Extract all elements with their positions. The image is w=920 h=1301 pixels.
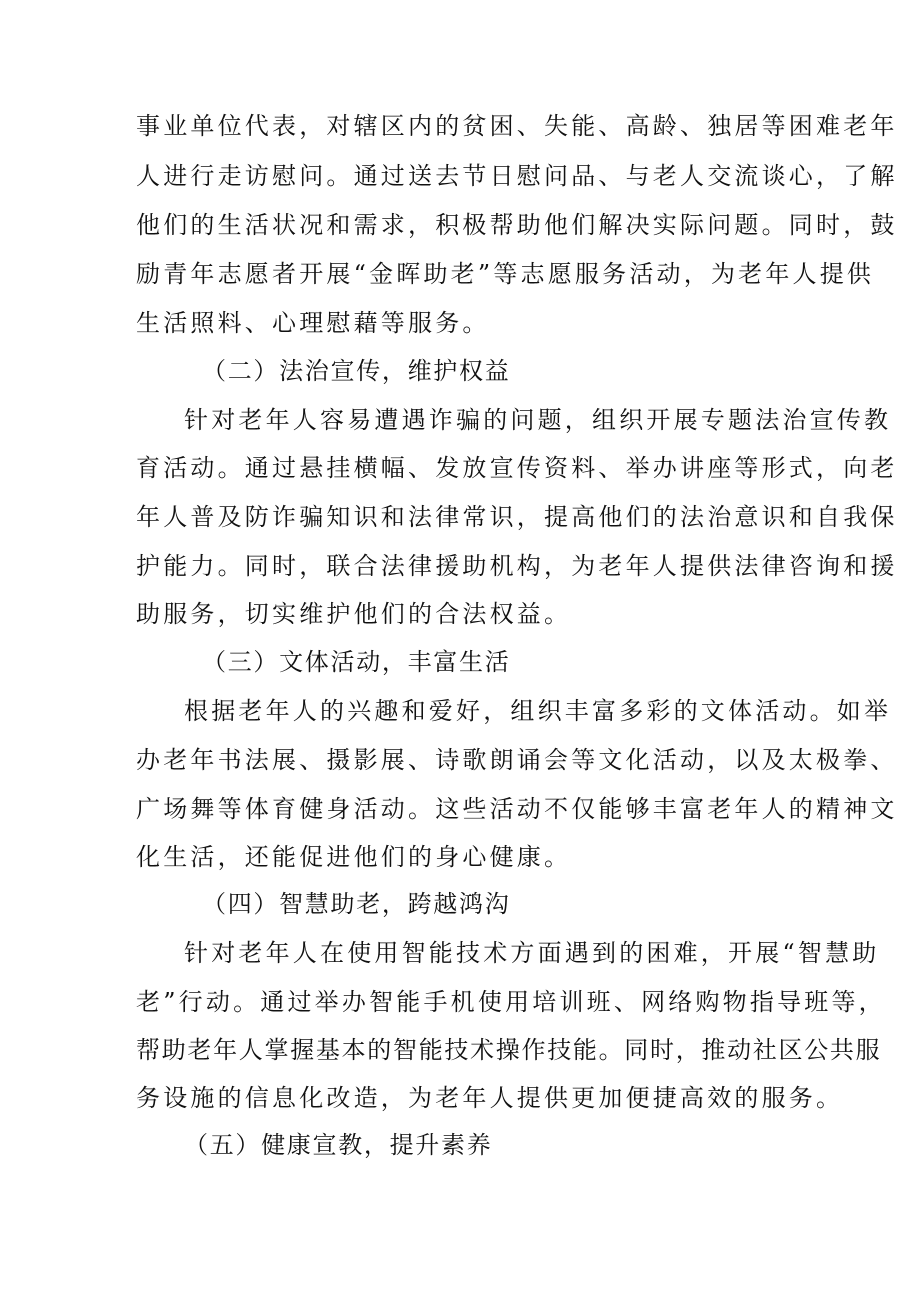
paragraph-line: 育活动。通过悬挂横幅、发放宣传资料、举办讲座等形式，向老 bbox=[136, 454, 898, 482]
section-heading-2: （二）法治宣传，维护权益 bbox=[202, 357, 511, 385]
paragraph-line: 办老年书法展、摄影展、诗歌朗诵会等文化活动，以及太极拳、 bbox=[136, 746, 898, 774]
paragraph-line: 务设施的信息化改造，为老年人提供更加便捷高效的服务。 bbox=[136, 1084, 844, 1112]
paragraph-line: 广场舞等体育健身活动。这些活动不仅能够丰富老年人的精神文 bbox=[136, 795, 898, 823]
paragraph-line: 针对老年人容易遭遇诈骗的问题，组织开展专题法治宣传教 bbox=[184, 406, 892, 434]
paragraph-line: 化生活，还能促进他们的身心健康。 bbox=[136, 843, 572, 871]
paragraph-line: 老”行动。通过举办智能手机使用培训班、网络购物指导班等， bbox=[136, 988, 886, 1016]
paragraph-line: 生活照料、心理慰藉等服务。 bbox=[136, 309, 490, 337]
paragraph-line: 他们的生活状况和需求，积极帮助他们解决实际问题。同时，鼓 bbox=[136, 211, 898, 239]
paragraph-line: 助服务，切实维护他们的合法权益。 bbox=[136, 600, 572, 628]
paragraph-line: 事业单位代表，对辖区内的贫困、失能、高龄、独居等困难老年 bbox=[136, 112, 898, 140]
paragraph-line: 励青年志愿者开展“金晖助老”等志愿服务活动，为老年人提供 bbox=[136, 260, 875, 288]
section-heading-5: （五）健康宣教，提升素养 bbox=[184, 1131, 493, 1159]
paragraph-line: 年人普及防诈骗知识和法律常识，提高他们的法治意识和自我保 bbox=[136, 503, 898, 531]
paragraph-line: 护能力。同时，联合法律援助机构，为老年人提供法律咨询和援 bbox=[136, 552, 898, 580]
paragraph-line: 人进行走访慰问。通过送去节日慰问品、与老人交流谈心，了解 bbox=[136, 162, 898, 190]
section-heading-3: （三）文体活动，丰富生活 bbox=[202, 648, 511, 676]
section-heading-4: （四）智慧助老，跨越鸿沟 bbox=[202, 890, 511, 918]
paragraph-line: 针对老年人在使用智能技术方面遇到的困难，开展“智慧助 bbox=[184, 939, 880, 967]
paragraph-line: 帮助老年人掌握基本的智能技术操作技能。同时，推动社区公共服 bbox=[136, 1036, 882, 1064]
paragraph-line: 根据老年人的兴趣和爱好，组织丰富多彩的文体活动。如举 bbox=[184, 697, 892, 725]
